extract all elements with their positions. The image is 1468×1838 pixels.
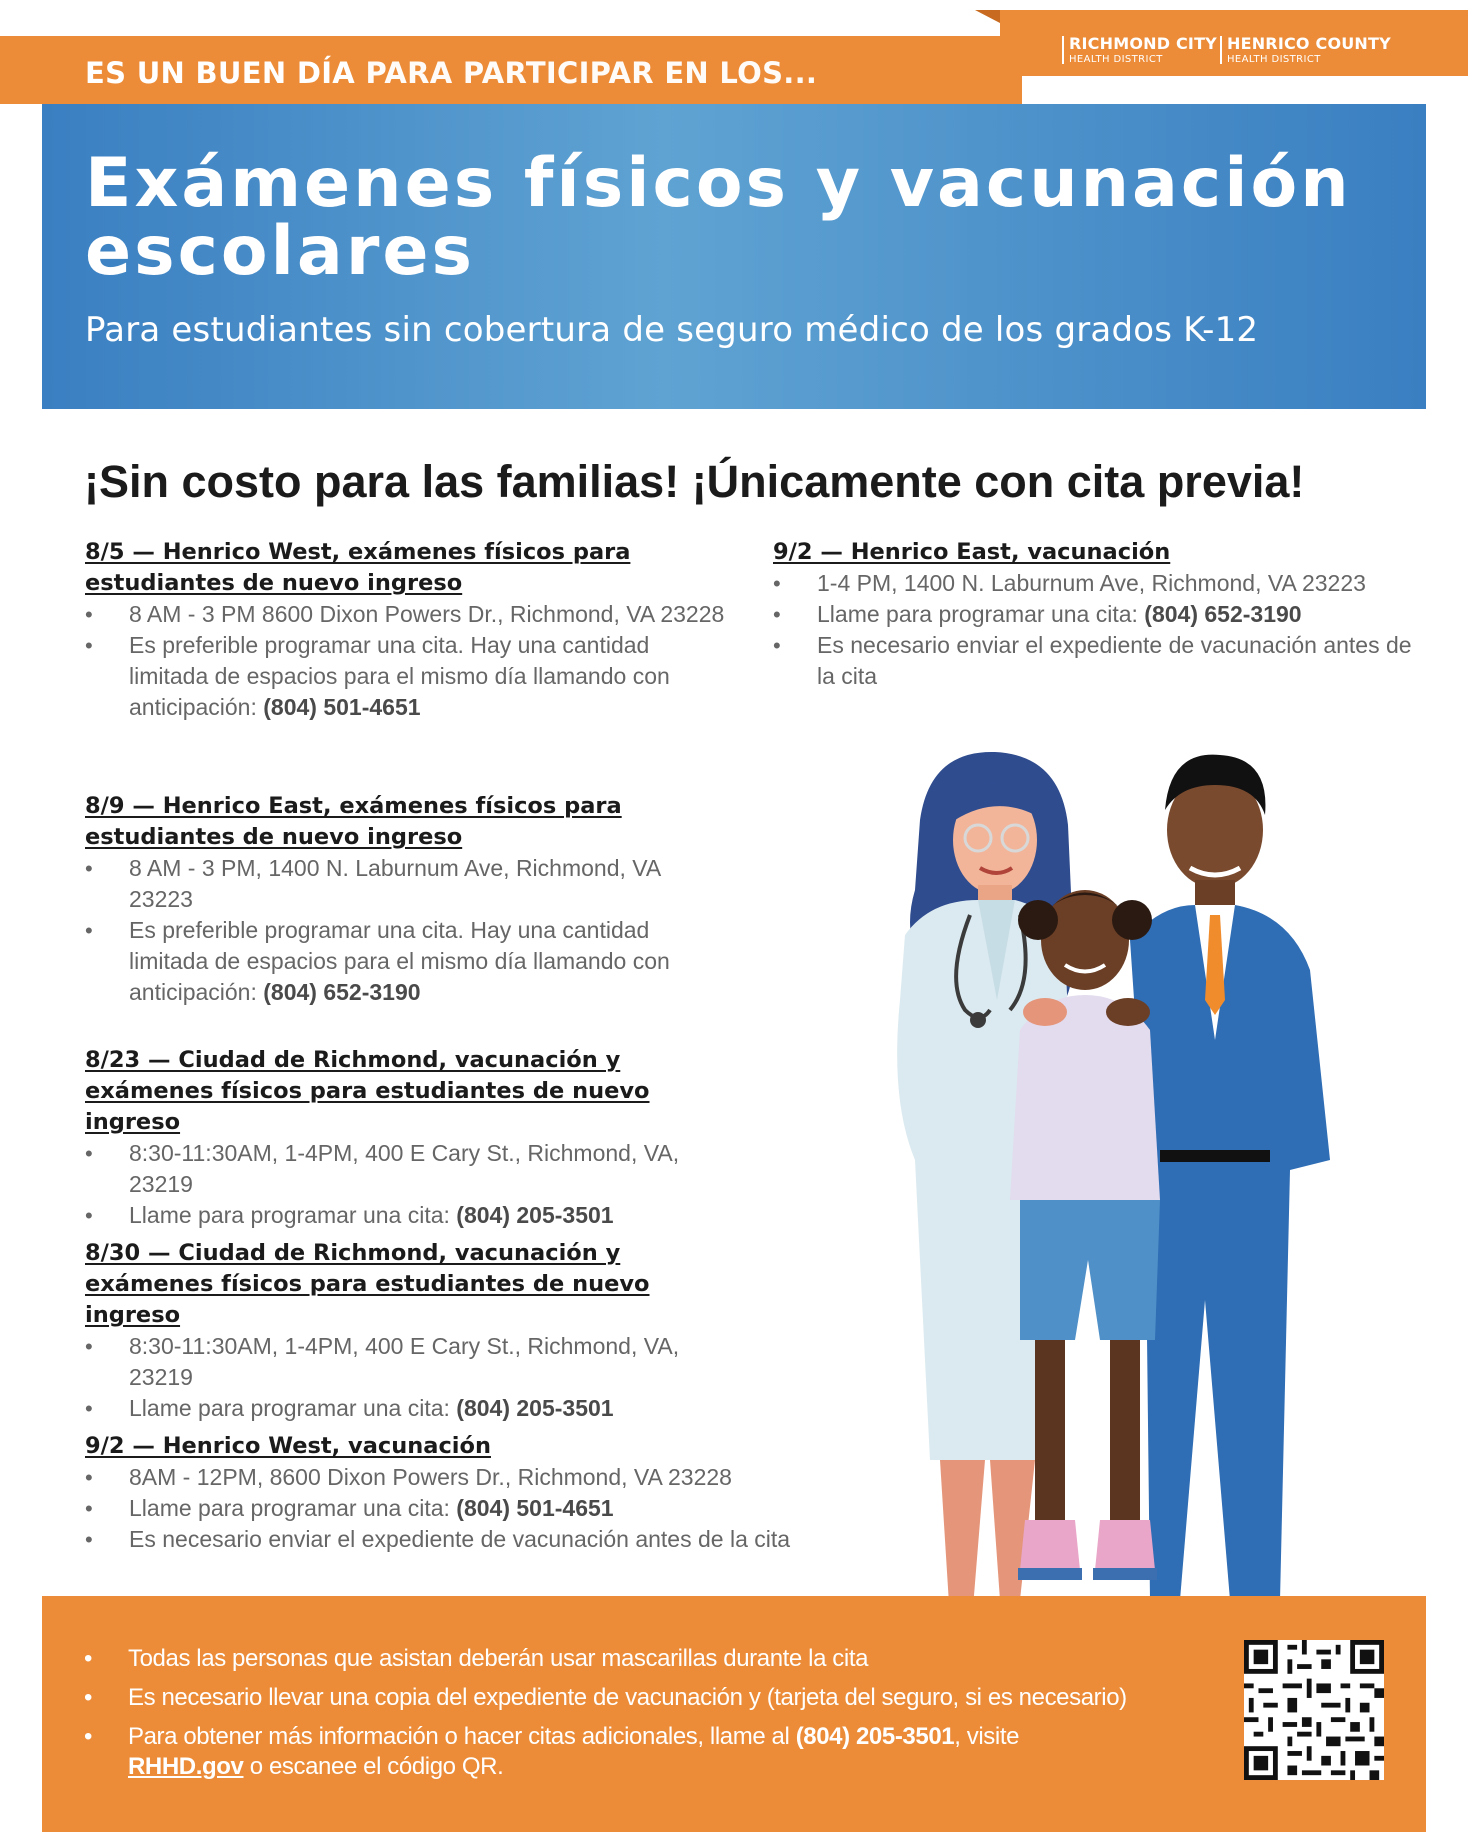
event-detail: • 8:30-11:30AM, 1-4PM, 400 E Cary St., Richmond, VA, 23219	[85, 1331, 725, 1393]
logo-sub: HEALTH DISTRICT	[1227, 54, 1321, 65]
event-detail: • Llame para programar una cita: (804) 652-3190	[773, 599, 1413, 630]
event-8-9	[85, 791, 725, 1008]
phone-number: (804) 501-4651	[456, 1495, 614, 1521]
rhhd-link[interactable]: RHHD.gov	[128, 1753, 244, 1780]
qr-code-icon[interactable]	[1244, 1640, 1384, 1780]
richmond-city-logo	[1069, 34, 1217, 65]
event-title: 8/5 — Henrico West, exámenes físicos para estudiantes de nuevo ingreso	[85, 539, 631, 596]
top-banner	[0, 36, 1022, 104]
event-detail: • Llame para programar una cita: (804) 205-3501	[85, 1200, 725, 1231]
banner-tagline-rest: PARA PARTICIPAR EN LOS...	[355, 56, 818, 90]
logo-name: HENRICO COUNTY	[1227, 34, 1391, 53]
event-8-30	[85, 1238, 725, 1424]
event-detail: • 8 AM - 3 PM 8600 Dixon Powers Dr., Richmond, VA 23228	[85, 599, 725, 630]
phone-number: (804) 205-3501	[795, 1723, 955, 1750]
title-block	[42, 104, 1426, 409]
event-title: 8/23 — Ciudad de Richmond, vacunación y exámenes físicos para estudiantes de nuevo ingreso	[85, 1047, 650, 1135]
phone-number: (804) 652-3190	[263, 979, 421, 1005]
page-title: Exámenes físicos y vacunación escolares	[85, 144, 1352, 291]
event-detail: • Es preferible programar una cita. Hay una cantidad limitada de espacios para el mismo día llamando con anticipación: (804) 652-3190	[85, 915, 725, 1008]
event-title: 9/2 — Henrico East, vacunación	[773, 539, 1171, 565]
phone-number: (804) 501-4651	[263, 694, 421, 720]
event-8-23	[85, 1045, 725, 1231]
event-detail: • 8:30-11:30AM, 1-4PM, 400 E Cary St., Richmond, VA, 23219	[85, 1138, 725, 1200]
logo-name: RICHMOND CITY	[1069, 34, 1217, 53]
headline: ¡Sin costo para las familias! ¡Únicamente con cita previa!	[84, 456, 1305, 507]
banner-tagline	[85, 56, 817, 90]
footer-note-info: • Para obtener más información o hacer citas adicionales, llame al (804) 205-3501, visite RHHD.gov o escanee el código QR.	[84, 1722, 1244, 1782]
event-detail: • 1-4 PM, 1400 N. Laburnum Ave, Richmond, VA 23223	[773, 568, 1413, 599]
event-title: 9/2 — Henrico West, vacunación	[85, 1433, 491, 1459]
logo-bar	[1000, 10, 1468, 76]
family-doctor-illustration	[860, 740, 1400, 1640]
event-detail: • Es necesario enviar el expediente de vacunación antes de la cita	[85, 1524, 845, 1555]
event-9-2-east	[773, 537, 1413, 692]
event-title: 8/9 — Henrico East, exámenes físicos para estudiantes de nuevo ingreso	[85, 793, 622, 850]
event-detail: • 8AM - 12PM, 8600 Dixon Powers Dr., Richmond, VA 23228	[85, 1462, 845, 1493]
henrico-county-logo	[1227, 34, 1391, 65]
event-detail: • Es preferible programar una cita. Hay una cantidad limitada de espacios para el mismo día llamando con anticipación: (804) 501-4651	[85, 630, 725, 723]
page-subtitle: Para estudiantes sin cobertura de seguro médico de los grados K-12	[85, 310, 1259, 350]
event-8-5	[85, 537, 725, 723]
logo-divider	[1062, 36, 1064, 64]
phone-number: (804) 652-3190	[1144, 601, 1302, 627]
logo-sub: HEALTH DISTRICT	[1069, 54, 1163, 65]
event-title: 8/30 — Ciudad de Richmond, vacunación y exámenes físicos para estudiantes de nuevo ingreso	[85, 1240, 650, 1328]
logo-divider	[1220, 36, 1222, 64]
event-detail: • Es necesario enviar el expediente de vacunación antes de la cita	[773, 630, 1413, 692]
footer-note: • Es necesario llevar una copia del expediente de vacunación y (tarjeta del seguro, si es necesario)	[84, 1683, 1244, 1713]
phone-number: (804) 205-3501	[456, 1202, 614, 1228]
event-9-2-west	[85, 1431, 845, 1555]
event-detail: • Llame para programar una cita: (804) 501-4651	[85, 1493, 845, 1524]
footer-note: • Todas las personas que asistan deberán usar mascarillas durante la cita	[84, 1644, 1244, 1674]
event-detail: • 8 AM - 3 PM, 1400 N. Laburnum Ave, Richmond, VA 23223	[85, 853, 725, 915]
phone-number: (804) 205-3501	[456, 1395, 614, 1421]
banner-tagline-bold: ES UN BUEN DÍA	[85, 56, 356, 90]
footer-notes	[42, 1596, 1426, 1832]
event-detail: • Llame para programar una cita: (804) 205-3501	[85, 1393, 725, 1424]
